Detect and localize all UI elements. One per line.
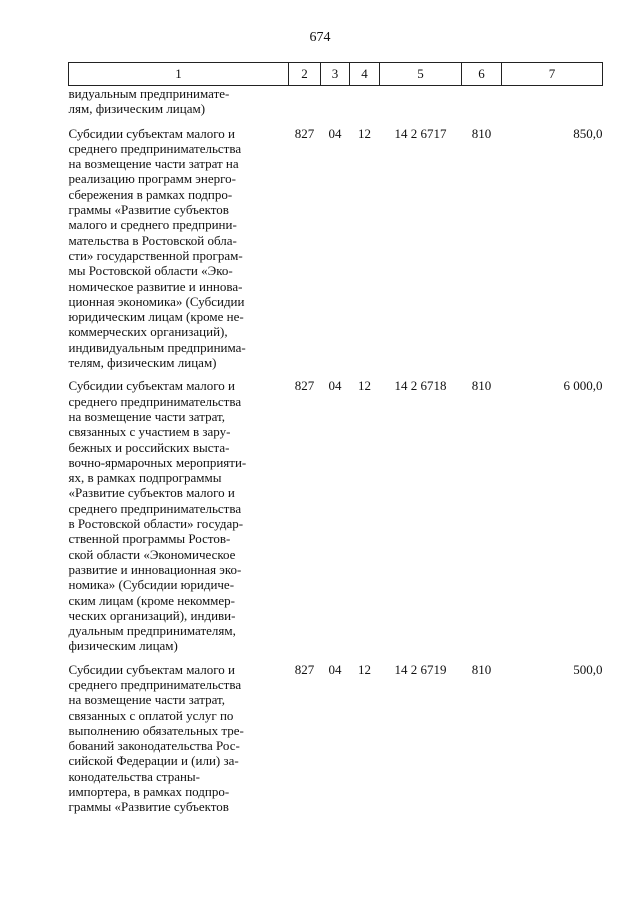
row-admin-code: 827 — [294, 125, 315, 141]
row-subsection-code — [350, 86, 380, 126]
row-section-code: 04 — [328, 378, 342, 394]
row-amount: 850,0 — [573, 125, 603, 141]
row-description: Субсидии субъектам малого и среднего предпринимательства на возмещение части затрат на реализацию программ энерго- сбережения в рамках подпро- граммы «Развитие субъектов малого и среднего предприни- мательства в Ростовской обла- сти» государственной програм- мы Ростовской области «Эко- номическое развитие и иннова- ционная экономика» (Субсидии юридическим лицам (кроме не- коммерческих организаций), индивидуальным предпринима- телям, физическим лицам) — [68, 125, 246, 371]
row-amount — [502, 86, 603, 126]
table-row — [69, 662, 603, 823]
row-admin-code: 827 — [294, 661, 315, 677]
row-expense-type: 810 — [471, 125, 492, 141]
row-subsection-code: 12 — [358, 661, 371, 677]
row-subsection-code: 12 — [358, 378, 371, 394]
row-target-code — [380, 86, 462, 126]
row-description: Субсидии субъектам малого и среднего предпринимательства на возмещение части затрат, связанных с участием в зару- бежных и российских выста- вочно-ярмарочных мероприяти- ях, в рамках подпрограммы «Развитие субъектов малого и среднего предпринимательства в Ростовской области» государ- ственной программы Ростов- ской области «Экономическое развитие и инновационная эко- номика» (Субсидии юридиче- ским лицам (кроме некоммер- ческих организаций), индиви- дуальным предпринимателям, физическим лицам) — [68, 378, 247, 654]
header-col-7: 7 — [502, 63, 603, 86]
row-description: видуальным предпринимате- лям, физическим лицам) — [68, 86, 230, 117]
budget-table — [68, 62, 603, 823]
header-col-5: 5 — [380, 63, 462, 86]
table-row — [69, 126, 603, 379]
row-description: Субсидии субъектам малого и среднего предпринимательства на возмещение части затрат, связанных с оплатой услуг по выполнению обязательных тре- бований законодательства Рос- сийской Федерации и (или) за- конодательства страны- импортера, в рамках подпро- граммы «Развитие субъектов — [68, 661, 244, 815]
header-col-2: 2 — [289, 63, 321, 86]
table-row — [69, 378, 603, 661]
header-col-3: 3 — [321, 63, 350, 86]
row-subsection-code: 12 — [358, 125, 371, 141]
row-expense-type: 810 — [471, 661, 492, 677]
header-row — [69, 63, 603, 86]
row-amount: 6 000,0 — [563, 378, 603, 394]
row-target-code: 14 2 6718 — [394, 378, 447, 394]
header-col-1: 1 — [69, 63, 289, 86]
row-target-code: 14 2 6719 — [394, 661, 447, 677]
row-admin-code — [289, 86, 321, 126]
row-expense-type — [462, 86, 502, 126]
row-expense-type: 810 — [471, 378, 492, 394]
row-section-code — [321, 86, 350, 126]
row-amount: 500,0 — [573, 661, 603, 677]
header-col-4: 4 — [350, 63, 380, 86]
header-col-6: 6 — [462, 63, 502, 86]
table-row — [69, 86, 603, 126]
page-number: 674 — [309, 30, 331, 45]
row-target-code: 14 2 6717 — [394, 125, 447, 141]
row-admin-code: 827 — [294, 378, 315, 394]
row-section-code: 04 — [328, 661, 342, 677]
row-section-code: 04 — [328, 125, 342, 141]
